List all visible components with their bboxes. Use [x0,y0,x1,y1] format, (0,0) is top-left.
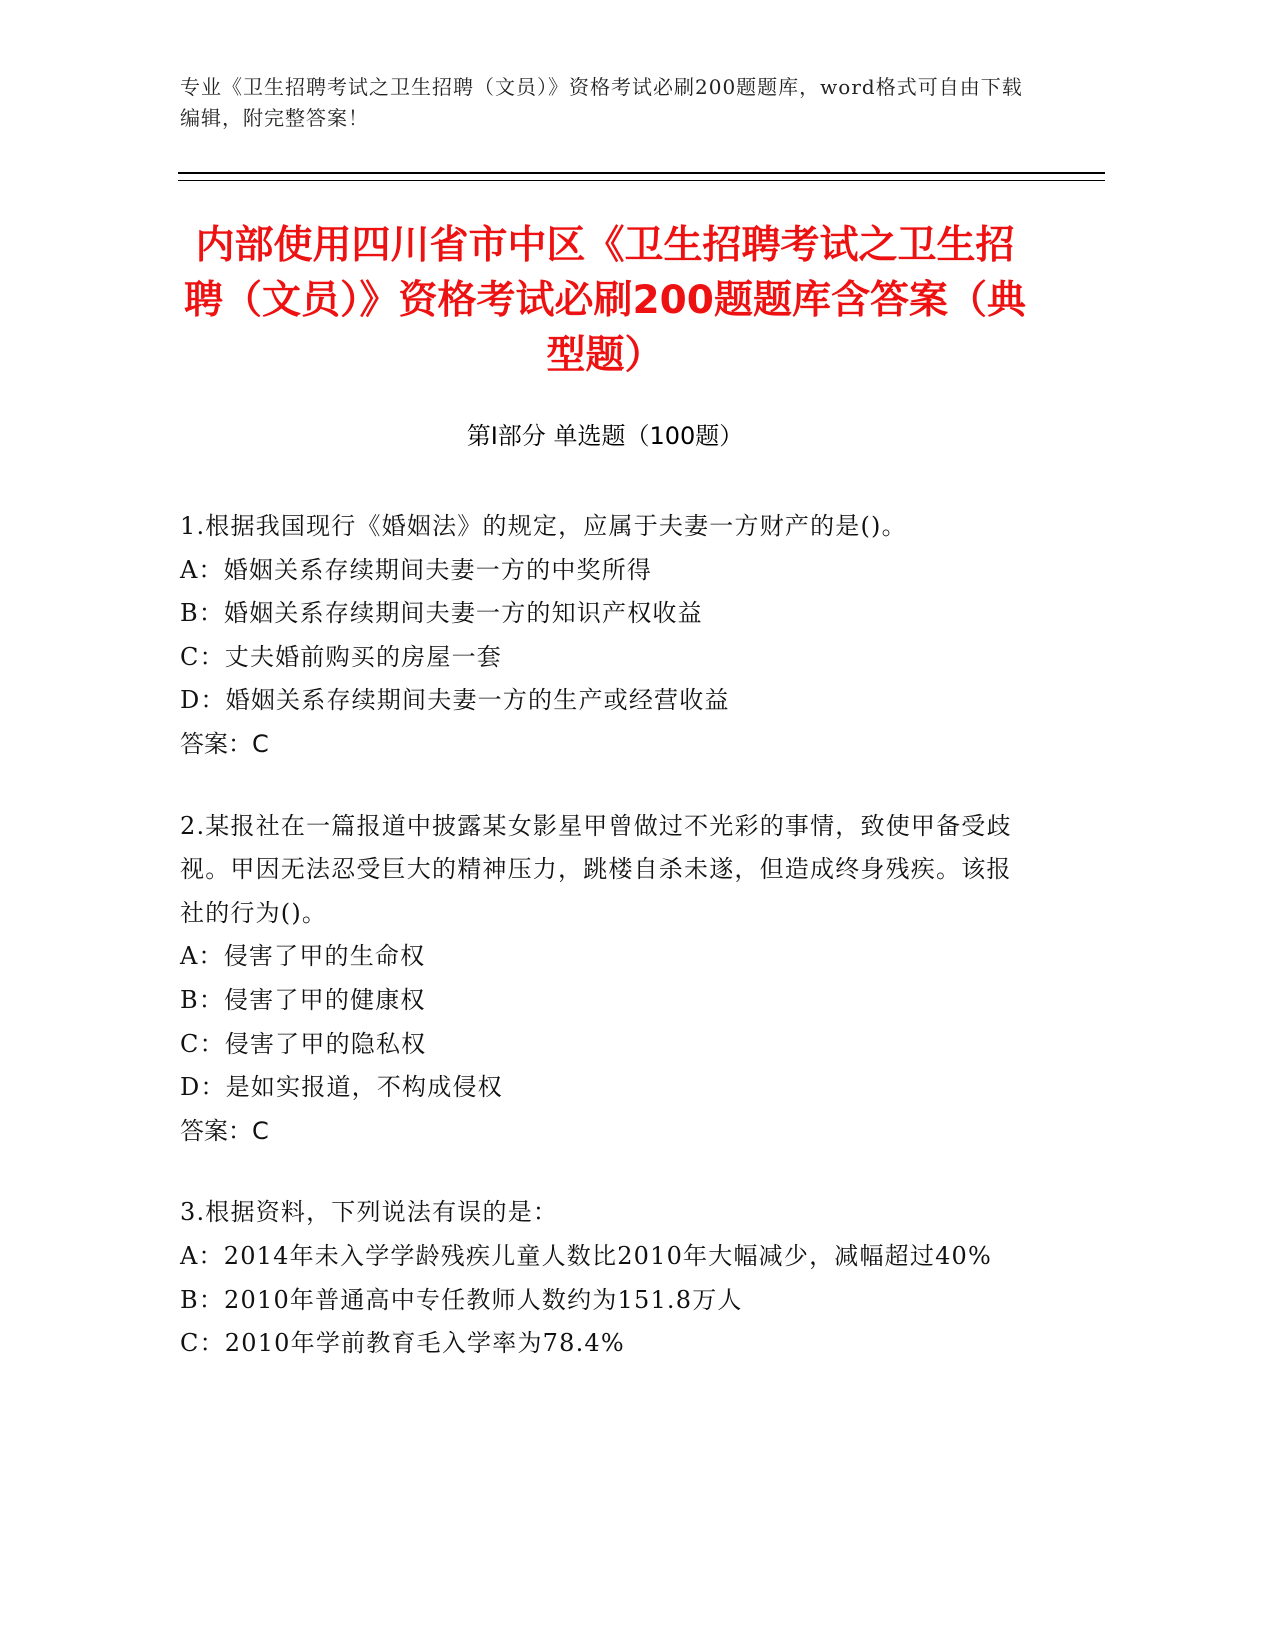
question-list [180,505,1030,1404]
question-stem: 1.根据我国现行《婚姻法》的规定，应属于夫妻一方财产的是()。 [180,512,907,540]
option-d: D：婚姻关系存续期间夫妻一方的生产或经营收益 [180,686,730,715]
option-a: A：婚姻关系存续期间夫妻一方的中奖所得 [180,555,653,584]
document-title: 内部使用四川省市中区《卫生招聘考试之卫生招聘（文员）》资格考试必刷200题题库含答案（典型题） [184,223,1026,378]
question-2 [180,805,1030,1154]
question-stem: 2.某报社在一篇报道中披露某女影星甲曾做过不光彩的事情，致使甲备受歧视。甲因无法忍受巨大的精神压力，跳楼自杀未遂，但造成终身残疾。该报社的行为()。 [180,811,1012,927]
option-c: C：2010年学前教育毛入学率为78.4% [180,1329,625,1358]
answer-line: 答案：C [180,1116,269,1145]
question-1 [180,505,1030,767]
option-b: B：婚姻关系存续期间夫妻一方的知识产权收益 [180,599,703,628]
option-c: C：侵害了甲的隐私权 [180,1029,427,1058]
option-c: C：丈夫婚前购买的房屋一套 [180,642,502,671]
section-heading: 第Ⅰ部分 单选题（100题） [466,422,744,450]
question-3 [180,1191,1030,1365]
option-a: A：2014年未入学学龄残疾儿童人数比2010年大幅减少，减幅超过40% [180,1241,993,1270]
option-b: B：2010年普通高中专任教师人数约为151.8万人 [180,1285,743,1314]
question-stem: 3.根据资料，下列说法有误的是： [180,1198,559,1227]
header-rule-thick [178,172,1105,174]
option-a: A：侵害了甲的生命权 [180,942,426,971]
header-rule-thin [178,180,1105,181]
answer-line: 答案：C [180,729,269,758]
document-intro: 专业《卫生招聘考试之卫生招聘（文员）》资格考试必刷200题题库，word格式可自由下载编辑，附完整答案！ [180,75,1023,130]
option-b: B：侵害了甲的健康权 [180,985,426,1014]
option-d: D：是如实报道，不构成侵权 [180,1073,503,1102]
